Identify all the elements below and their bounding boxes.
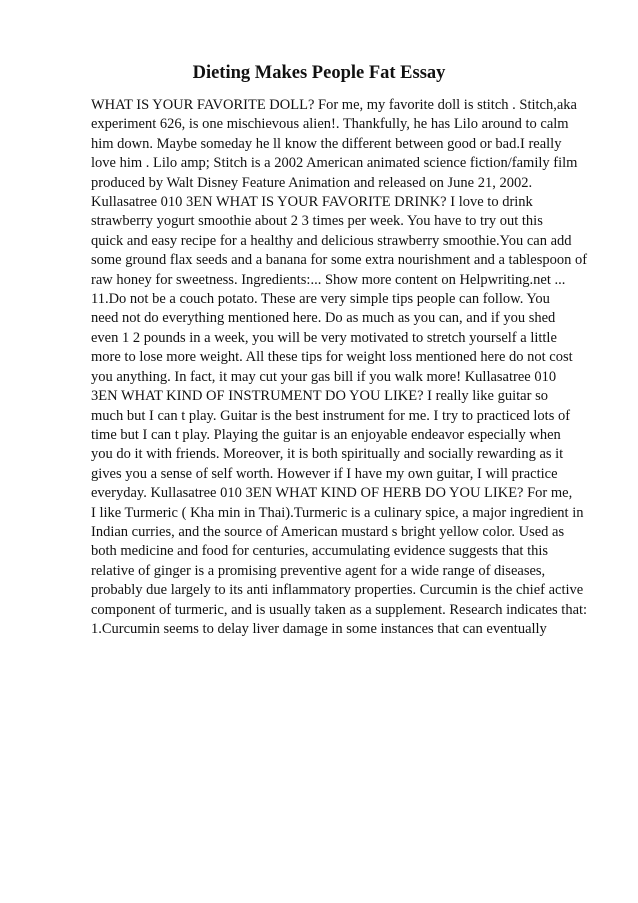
text-line: strawberry yogurt smoothie about 2 3 times per week. You have to try out this [91, 213, 543, 230]
text-line: both medicine and food for centuries, accumulating evidence suggests that this [91, 543, 549, 560]
text-line: raw honey for sweetness. Ingredients:... Show more content on Helpwriting.net ... [91, 271, 566, 288]
text-line: I like Turmeric ( Kha min in Thai).Turmeric is a culinary spice, a major ingredient in [91, 504, 584, 521]
document-body [91, 96, 601, 639]
text-line: you anything. In fact, it may cut your gas bill if you walk more! Kullasatree 010 [91, 368, 557, 385]
text-line: quick and easy recipe for a healthy and delicious strawberry smoothie.You can add [91, 232, 572, 249]
text-line: produced by Walt Disney Feature Animation and released on June 21, 2002. [91, 174, 533, 191]
text-line: 3EN WHAT KIND OF INSTRUMENT DO YOU LIKE? I really like guitar so [91, 388, 548, 405]
text-line: him down. Maybe someday he ll know the different between good or bad.I really [91, 135, 562, 152]
text-line: probably due largely to its anti inflammatory properties. Curcumin is the chief active [91, 582, 584, 599]
text-line: love him . Lilo amp; Stitch is a 2002 American animated science fiction/family film [91, 155, 578, 172]
text-line: relative of ginger is a promising preventive agent for a wide range of diseases, [91, 562, 546, 579]
text-line: time but I can t play. Playing the guitar is an enjoyable endeavor especially when [91, 426, 561, 443]
text-line: experiment 626, is one mischievous alien!. Thankfully, he has Lilo around to calm [91, 116, 569, 133]
text-line: Indian curries, and the source of American mustard s bright yellow color. Used as [91, 523, 565, 540]
text-line: much but I can t play. Guitar is the best instrument for me. I try to practiced lots of [91, 407, 571, 424]
text-line: everyday. Kullasatree 010 3EN WHAT KIND OF HERB DO YOU LIKE? For me, [91, 485, 573, 502]
text-line: component of turmeric, and is usually taken as a supplement. Research indicates that: [91, 601, 588, 618]
text-line: WHAT IS YOUR FAVORITE DOLL? For me, my favorite doll is stitch . Stitch,aka [91, 97, 577, 113]
text-line: even 1 2 pounds in a week, you will be very motivated to stretch yourself a little [91, 329, 557, 346]
document-title: Dieting Makes People Fat Essay [192, 63, 446, 83]
text-line: 1.Curcumin seems to delay liver damage in some instances that can eventually [91, 620, 547, 637]
text-line: gives you a sense of self worth. However if I have my own guitar, I will practice [91, 465, 558, 482]
text-line: 11.Do not be a couch potato. These are very simple tips people can follow. You [91, 291, 550, 308]
text-line: more to lose more weight. All these tips for weight loss mentioned here do not cost [91, 349, 573, 366]
text-line: need not do everything mentioned here. Do as much as you can, and if you shed [91, 310, 556, 327]
text-line: Kullasatree 010 3EN WHAT IS YOUR FAVORITE DRINK? I love to drink [91, 194, 533, 211]
text-line: some ground flax seeds and a banana for some extra nourishment and a tablespoon of [91, 252, 588, 269]
text-line: you do it with friends. Moreover, it is both spiritually and socially rewarding as it [91, 446, 564, 463]
